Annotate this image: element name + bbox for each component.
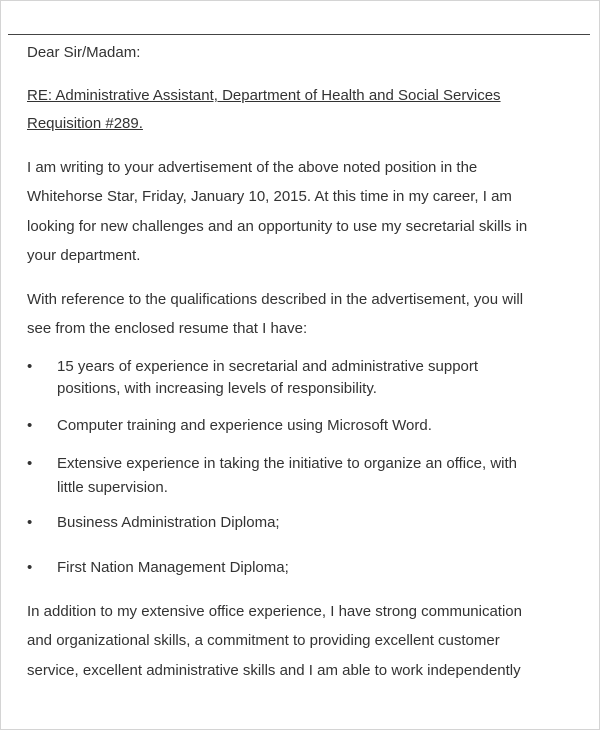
paragraph-line: see from the enclosed resume that I have:	[27, 320, 308, 338]
bullet-line: positions, with increasing levels of responsibility.	[57, 380, 377, 397]
paragraph-line: I am writing to your advertisement of the above noted position in the	[27, 159, 478, 176]
bullet-icon: •	[27, 559, 33, 576]
header-rule	[8, 34, 590, 35]
paragraph-line: service, excellent administrative skills and I am able to work independently	[27, 661, 521, 679]
paragraph-line: In addition to my extensive office experience, I have strong communication	[27, 603, 522, 620]
paragraph-line: Whitehorse Star, Friday, January 10, 2015. At this time in my career, I am	[27, 188, 512, 206]
subject-line-2: Requisition #289.	[27, 115, 143, 132]
bullet-line: Business Administration Diploma;	[57, 514, 280, 531]
bullet-icon: •	[27, 417, 33, 434]
subject-line	[27, 82, 582, 138]
paragraph-1	[27, 153, 582, 270]
bullet-line: 15 years of experience in secretarial and administrative support	[57, 358, 479, 375]
bullet-line: First Nation Management Diploma;	[57, 559, 289, 576]
paragraph-2	[27, 285, 582, 344]
paragraph-line: With reference to the qualifications described in the advertisement, you will	[27, 291, 524, 308]
salutation: Dear Sir/Madam:	[27, 44, 141, 61]
bullet-icon: •	[27, 358, 33, 375]
paragraph-3	[27, 597, 582, 685]
bullet-icon: •	[27, 455, 33, 472]
bullet-icon: •	[27, 514, 33, 531]
paragraph-line: looking for new challenges and an opportunity to use my secretarial skills in	[27, 217, 528, 235]
bullet-line: little supervision.	[57, 478, 168, 496]
paragraph-line: your department.	[27, 246, 141, 264]
bullet-line: Extensive experience in taking the initiative to organize an office, with	[57, 455, 517, 472]
paragraph-line: and organizational skills, a commitment to providing excellent customer	[27, 632, 500, 650]
bullet-line: Computer training and experience using Microsoft Word.	[57, 417, 432, 434]
subject-line-1: RE: Administrative Assistant, Department of Health and Social Services	[27, 87, 501, 104]
